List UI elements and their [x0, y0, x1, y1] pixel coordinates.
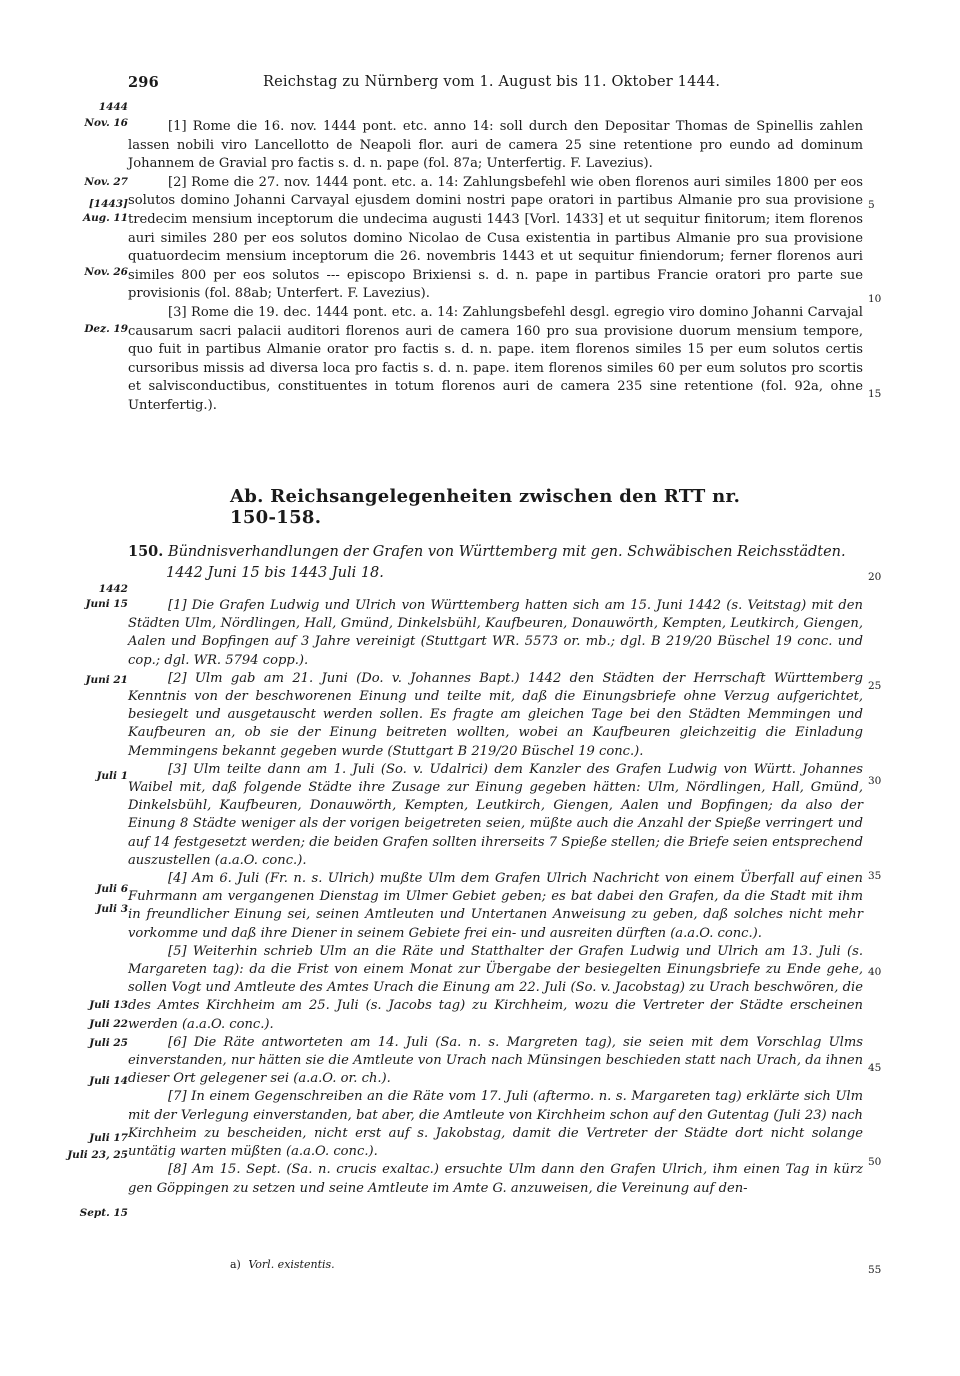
margin-note: Juli 1 — [96, 770, 128, 782]
entry-paragraph: [7] In einem Gegenschreiben an die Räte vom 17. Juli (aftermo. n. s. Margareten tag) erklärte sich Ulm mit der Verlegung einverstanden, bat aber, die Amtleute von Kirchheim schon auf den Gutentag (Juli 23) nach Kirchheim zu bescheiden, nicht erst auf s. Jakobstag, damit die Vertreter der Städte dort nicht solange untätig warten müßten (a.a.O. conc.). — [128, 1089, 863, 1160]
entry-title-line: Bündnisverhandlungen der Grafen von Württemberg mit gen. Schwäbischen Reichsstädten. — [167, 544, 846, 560]
margin-note: Juli 6 — [96, 883, 128, 895]
line-number: 40 — [868, 966, 882, 978]
margin-note: Dez. 19 — [84, 323, 128, 335]
line-number: 25 — [868, 680, 882, 692]
margin-note: Juli 23, 25 — [67, 1149, 128, 1161]
margin-note: Juni 21 — [85, 674, 128, 686]
entry-paragraph: [2] Ulm gab am 21. Juni (Do. v. Johannes Bapt.) 1442 den Städten der Herrschaft Württemberg Kenntnis von der beschworenen Einung und teilte mit, daß die Einungsbriefe ohne Verzug aufgerichtet, besiegelt und ausgetauscht werden sollen. Es fragte am gleichen Tage bei den Städten Memmingen und Kaufbeuren an, ob sie der Einung beitreten wollten, wobei an Kaufbeuren gleichzeitig die Einladung Memmingens bekannt gegeben wurde (Stuttgart B 219/20 Büschel 19 conc.). — [128, 670, 863, 759]
margin-note: Nov. 16 — [84, 117, 128, 129]
entry-paragraph: [4] Am 6. Juli (Fr. n. s. Ulrich) mußte Ulm dem Grafen Ulrich Nachricht von einem Überfall auf einen Fuhrmann am vergangenen Dienstag im Ulmer Gebiet geben; es bat dabei den Grafen, da die Stadt mit ihm in freundlicher Einung sei, seinen Amtleuten und Untertanen Anweisung zu geben, daß solches nicht mehr vorkomme und daß ihre Diener in seinem Gebiete frei ein- und ausreiten dürften (a.a.O. conc.). — [128, 871, 863, 941]
running-title: Reichstag zu Nürnberg vom 1. August bis 11. Oktober 1444. — [263, 74, 721, 90]
margin-note: Juli 13 — [89, 999, 128, 1011]
line-number: 30 — [868, 775, 882, 787]
margin-note: Nov. 27 — [84, 176, 128, 188]
page-number: 296 — [128, 74, 159, 91]
margin-note: Aug. 11 — [82, 212, 128, 224]
margin-note: Juli 14 — [89, 1075, 128, 1087]
line-number: 15 — [868, 388, 882, 400]
line-number: 5 — [868, 199, 875, 211]
entry-body — [128, 597, 863, 1198]
margin-note: Juli 22 — [89, 1018, 128, 1030]
line-number: 35 — [868, 870, 882, 882]
margin-note: Juli 3 — [96, 903, 128, 915]
margin-note: Juni 15 — [85, 598, 128, 610]
line-number: 50 — [868, 1156, 882, 1168]
entry-paragraph: [3] Ulm teilte dann am 1. Juli (So. v. Udalrici) dem Kanzler des Grafen Ludwig von Württ. Johannes Waibel mit, daß folgende Städte ihre Zusage zur Einung gegeben hätten: Ulm, Nördlingen, Hall, Gmünd, Dinkelsbühl, Kaufbeuren, Donauwörth, Kempten, Leutkirch, Giengen, Aalen und Bopfingen; da also der Einung 8 Städte weniger als der vorigen beigetreten seien, müßte auch die Anzahl der Spieße verringert und auf 14 festgesetzt werden; die beiden Grafen sollten ihrerseits 7 Spieße stellen; die Briefe seien entsprechend auszustellen (a.a.O. conc.). — [128, 761, 863, 868]
margin-note: Juli 25 — [89, 1037, 128, 1049]
entry-date-range: 1442 Juni 15 bis 1443 Juli 18. — [166, 565, 384, 581]
entry-paragraph: [5] Weiterhin schrieb Ulm an die Räte und Statthalter der Grafen Ludwig und Ulrich am 13. Juli (s. Margareten tag): da die Frist von einem Monat zur Übergabe der besiegelten Einungsbriefe zu Ende gehe, sollen Vogt und Amtleute des Amtes Urach die Einung am 22. Juli (So. v. Jacobstag) zu Urach beschwören, die des Amtes Kirchheim am 25. Juli (s. Jacobs tag) zu Kirchheim, wozu die Vertreter der Städte erscheinen werden (a.a.O. conc.). — [128, 943, 863, 1032]
line-number: 20 — [868, 571, 882, 583]
entry-title — [128, 541, 868, 584]
record-paragraph: [1] Rome die 16. nov. 1444 pont. etc. anno 14: soll durch den Depositar Thomas de Spinellis zahlen lassen nobili viro Lancellotto de Neapoli flor. auri de camera 25 sine retentione pro eundo ad dominum Johannem de Gravial pro factis s. d. n. pape (fol. 87a; Unterfertig. F. Lavezius). — [128, 119, 863, 172]
line-number: 45 — [868, 1062, 882, 1074]
footnote — [230, 1258, 335, 1271]
entry-paragraph: [6] Die Räte antworteten am 14. Juli (Sa. n. s. Margreten tag), sie seien mit dem Vorschlag Ulms einverstanden, nur hätten sie die Amtleute von Urach nach Münsingen beschieden statt nach Urach, da ihnen dieser Ort gelegener sei (a.a.O. or. ch.). — [128, 1034, 863, 1087]
margin-note: [1443] — [88, 198, 128, 210]
entry-paragraph: [1] Die Grafen Ludwig und Ulrich von Württemberg hatten sich am 15. Juni 1442 (s. Veitstag) mit den Städten Ulm, Nördlingen, Hall, Gmünd, Dinkelsbühl, Kaufbeuren, Donauwörth, Kempten, Leutkirch, Giengen, Aalen und Bopfingen auf 3 Jahre vereinigt (Stuttgart WR. 5573 or. mb.; dgl. B 219/20 Büschel 19 conc. und cop.; dgl. WR. 5794 copp.). — [128, 598, 863, 668]
record-paragraph: [2] Rome die 27. nov. 1444 pont. etc. a. 14: Zahlungsbefehl wie oben florenos auri similes 1800 per eos solutos domino Johanni Carvayal ejusdem domini nostri pape oratori in partibus Almanie pro sua provisione tredecim mensium inceptorum die undecima augusti 1443 [Vorl. 1433] et ut sequitur finitorum; item florenos auri similes 280 per eos solutos domino Nicolao de Cusa existentia in partibus Almanie pro sua provisione quatuordecim mensium inceptorum die 26. novembris 1443 et ut sequitur finiendorum; ferner florenos auri similes 800 per eos solutos --- episcopo Brixiensi s. d. n. pape in partibus Francie oratori pro parte sue provisionis (fol. 88ab; Unterfert. F. Lavezius). — [128, 174, 863, 302]
footnote-text: Vorl. existentis. — [248, 1258, 335, 1271]
margin-note: Nov. 26 — [84, 266, 128, 278]
line-number: 55 — [868, 1264, 882, 1276]
entry-number: 150. — [128, 543, 164, 560]
margin-note: 1442 — [98, 583, 128, 595]
entry-paragraph: [8] Am 15. Sept. (Sa. n. crucis exaltac.) ersuchte Ulm dann den Grafen Ulrich, ihm einen Tag in kürz gen Göppingen zu setzen und seine Amtleute im Amte G. anzuweisen, die Vereinung auf den- — [128, 1162, 863, 1196]
record-paragraph: [3] Rome die 19. dec. 1444 pont. etc. a. 14: Zahlungsbefehl desgl. egregio viro domino Johanni Carvajal causarum sacri palacii auditori florenos auri de camera 160 pro sua provisione duorum mensium tempore, quo fuit in partibus Almanie orator pro factis s. d. n. pape. item florenos similes 15 per eum solutos certis cursoribus missis ad diversa loca pro factis s. d. n. pape. item florenos similes 60 per eum solutos pro scortis et salvisconductibus, constituentes in totum florenos auri de camera 235 sine retentione (fol. 92a, ohne Unterfertig.). — [128, 304, 863, 413]
line-number: 10 — [868, 293, 882, 305]
margin-note: Juli 17 — [89, 1132, 128, 1144]
payment-records — [128, 118, 863, 416]
section-heading: Ab. Reichsangelegenheiten zwischen den RTT nr. 150-158. — [230, 486, 741, 528]
footnote-marker: a) — [230, 1258, 241, 1271]
margin-note: Sept. 15 — [79, 1207, 128, 1219]
margin-note: 1444 — [98, 101, 128, 113]
